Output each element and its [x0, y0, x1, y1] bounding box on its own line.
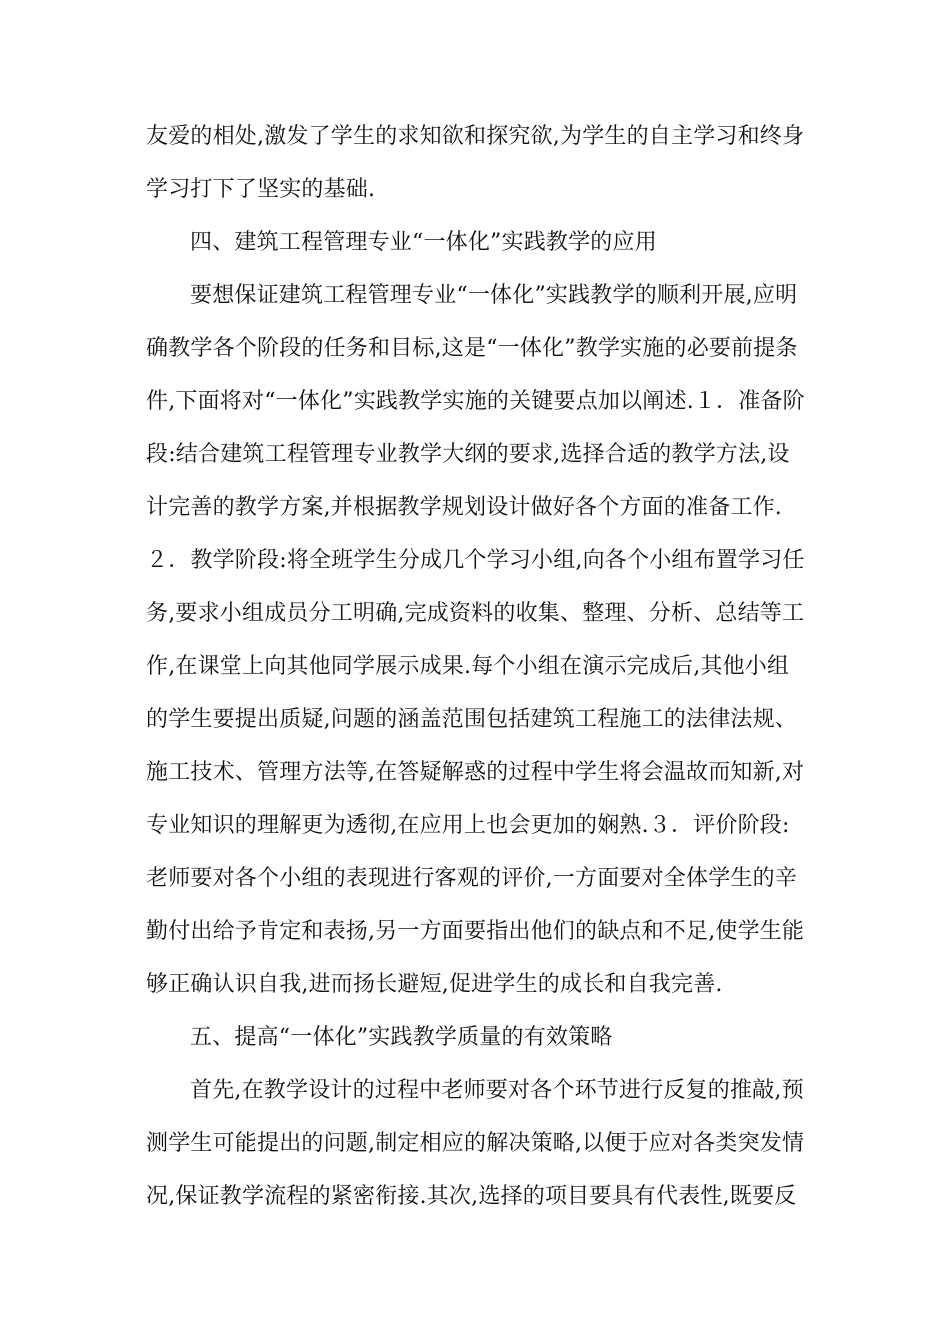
text-line-15: 老师要对各个小组的表现进行客观的评价,一方面要对全体学生的辛 [146, 866, 797, 891]
text-line-11: 作,在课堂上向其他同学展示成果.每个小组在演示完成后,其他小组 [146, 654, 790, 679]
text-line-9: ２．教学阶段:将全班学生分成几个学习小组,向各个小组布置学习任 [146, 548, 805, 573]
text-line-8: 计完善的教学方案,并根据教学规划设计做好各个方面的准备工作. [146, 495, 782, 520]
text-line-6: 件,下面将对“一体化”实践教学实施的关键要点加以阐述.１．准备阶 [146, 389, 805, 414]
text-line-7: 段:结合建筑工程管理专业教学大纲的要求,选择合适的教学方法,设 [146, 442, 790, 467]
text-line-13: 施工技术、管理方法等,在答疑解惑的过程中学生将会温故而知新,对 [146, 760, 805, 785]
text-line-4: 要想保证建筑工程管理专业“一体化”实践教学的顺利开展,应明 [190, 283, 798, 308]
text-line-2: 学习打下了坚实的基础. [146, 177, 376, 202]
section-heading-4: 四、建筑工程管理专业“一体化”实践教学的应用 [190, 230, 657, 255]
text-line-17: 够正确认识自我,进而扬长避短,促进学生的成长和自我完善. [146, 972, 723, 997]
text-line-14: 专业知识的理解更为透彻,在应用上也会更加的娴熟.３．评价阶段: [146, 813, 790, 838]
text-line-16: 勤付出给予肯定和表扬,另一方面要指出他们的缺点和不足,使学生能 [146, 919, 805, 944]
text-line-21: 况,保证教学流程的紧密衔接.其次,选择的项目要具有代表性,既要反 [146, 1184, 797, 1209]
text-line-20: 测学生可能提出的问题,制定相应的解决策略,以便于应对各类突发情 [146, 1131, 805, 1156]
section-heading-5: 五、提高“一体化”实践教学质量的有效策略 [190, 1025, 613, 1050]
text-line-10: 务,要求小组成员分工明确,完成资料的收集、整理、分析、总结等工 [146, 601, 805, 626]
text-line-1: 友爱的相处,激发了学生的求知欲和探究欲,为学生的自主学习和终身 [146, 124, 805, 149]
text-line-12: 的学生要提出质疑,问题的涵盖范围包括建筑工程施工的法律法规、 [146, 707, 797, 732]
text-line-5: 确教学各个阶段的任务和目标,这是“一体化”教学实施的必要前提条 [146, 336, 798, 361]
text-line-19: 首先,在教学设计的过程中老师要对各个环节进行反复的推敲,预 [190, 1078, 804, 1103]
